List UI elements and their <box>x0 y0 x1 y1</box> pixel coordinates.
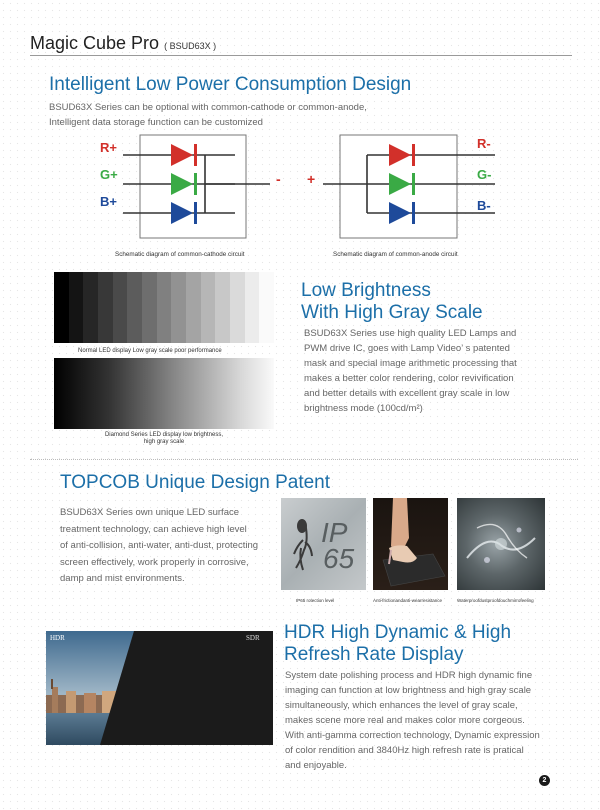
ip-text <box>321 517 355 574</box>
normal-display-caption: Normal LED display Low gray scale poor performance <box>78 348 222 354</box>
text-line: and better details with excellent gray scale in low <box>304 388 510 399</box>
text-line: of color rendition and 3840Hz high refresh rate is pratical <box>285 745 524 756</box>
heading-line: Low Brightness <box>301 280 431 301</box>
page-number: 2 <box>539 775 550 786</box>
section-heading-hdr <box>284 622 511 666</box>
text-line: damp and mist environments. <box>60 573 185 584</box>
heading-line: Refresh Rate Display <box>284 644 464 665</box>
photo-caption: Waterproofdustproofdouchmirrofeeling <box>457 598 534 603</box>
caption-line: high gray scale <box>143 439 185 445</box>
text-line: PWM drive IC, goes with Lamp Video’ s patented <box>304 343 510 354</box>
text-line: BSUD63X Series use high quality LED Lamps and <box>304 328 517 339</box>
text-line: simultaneously, which enhances the level of gray scale, <box>285 700 518 711</box>
common-cathode-diagram <box>95 133 295 241</box>
common-anode-diagram <box>305 133 505 241</box>
text-line: brightness mode (100cd/m²) <box>304 403 423 414</box>
pole-label: R- <box>477 136 491 151</box>
text-line: treatment technology, can achieve high level <box>60 523 247 535</box>
text-line: With anti-gamma correction technology, Dynamic expression <box>285 730 540 741</box>
anode-circuit-svg <box>305 133 505 241</box>
ip-text-line: 65 <box>323 543 355 574</box>
hdr-text <box>285 668 540 773</box>
text-line: makes a better color rendering, color revivification <box>304 373 514 384</box>
cathode-sign: - <box>276 171 281 187</box>
ip-text-line: IP <box>321 517 348 548</box>
text-line: of anti-collision, anti-water, anti-dust, protecting <box>60 540 259 551</box>
pole-label: B+ <box>100 194 117 209</box>
hdr-sdr-art <box>46 631 273 745</box>
sdr-label: SDR <box>246 634 260 642</box>
section-divider <box>30 459 578 460</box>
heading-line: HDR High Dynamic & High <box>284 622 512 643</box>
waterproof-photo-art <box>457 498 545 590</box>
anode-sign: + <box>307 171 316 187</box>
hdr-sdr-comparison-image <box>46 631 273 745</box>
text-line: imaging can function at low brightness and high gray scale <box>285 685 532 696</box>
section-heading-gray-scale <box>301 280 483 324</box>
pole-label: G- <box>477 167 492 182</box>
text-line: System date polishing process and HDR high dynamic fine <box>285 670 533 681</box>
hdr-label: HDR <box>50 634 65 642</box>
header-rule <box>30 55 572 56</box>
product-model: ( BSUD63X ) <box>164 41 217 51</box>
anti-friction-photo-art <box>373 498 448 590</box>
diamond-display-caption <box>54 432 274 446</box>
normal-gray-scale-image <box>54 272 274 343</box>
power-text-line: BSUD63X Series can be optional with common-cathode or common-anode, <box>49 102 367 113</box>
waterproof-photo <box>457 498 545 590</box>
text-line: screen effectively, work properly in corrosive, <box>60 556 249 568</box>
page-header-title <box>30 33 216 54</box>
topcob-text <box>60 505 258 588</box>
section-power-text <box>49 100 367 130</box>
ip65-photo <box>281 498 366 590</box>
pole-label: B- <box>477 198 491 213</box>
product-name: Magic Cube Pro <box>30 33 160 53</box>
section-heading-power: Intelligent Low Power Consumption Design <box>49 74 412 95</box>
anti-friction-photo <box>373 498 448 590</box>
cathode-caption: Schematic diagram of common-cathode circuit <box>115 251 245 258</box>
text-line: makes scene more real and makes color more corgeous. <box>285 715 525 726</box>
photo-caption: Anti-frictionandanti-wearresistance <box>373 598 443 603</box>
anode-caption: Schematic diagram of common-anode circuit <box>333 251 458 258</box>
photo-caption: IP65 rotection level <box>296 598 335 603</box>
gray-scale-text <box>304 326 517 416</box>
pole-label: R+ <box>100 140 117 155</box>
text-line: and enjoyable. <box>285 760 347 771</box>
section-heading-topcob: TOPCOB Unique Design Patent <box>60 472 331 493</box>
text-line: mask and special image arithmetic processing that <box>304 358 517 369</box>
power-text-line: Intelligent data storage function can be customized <box>49 117 263 128</box>
diamond-gray-scale-image <box>54 358 274 429</box>
heading-line: With High Gray Scale <box>301 302 483 323</box>
pole-label: G+ <box>100 167 118 182</box>
caption-line: Diamond Series LED display low brightness, <box>104 432 224 438</box>
text-line: BSUD63X Series own unique LED surface <box>60 507 240 518</box>
cathode-circuit-svg <box>95 133 295 241</box>
